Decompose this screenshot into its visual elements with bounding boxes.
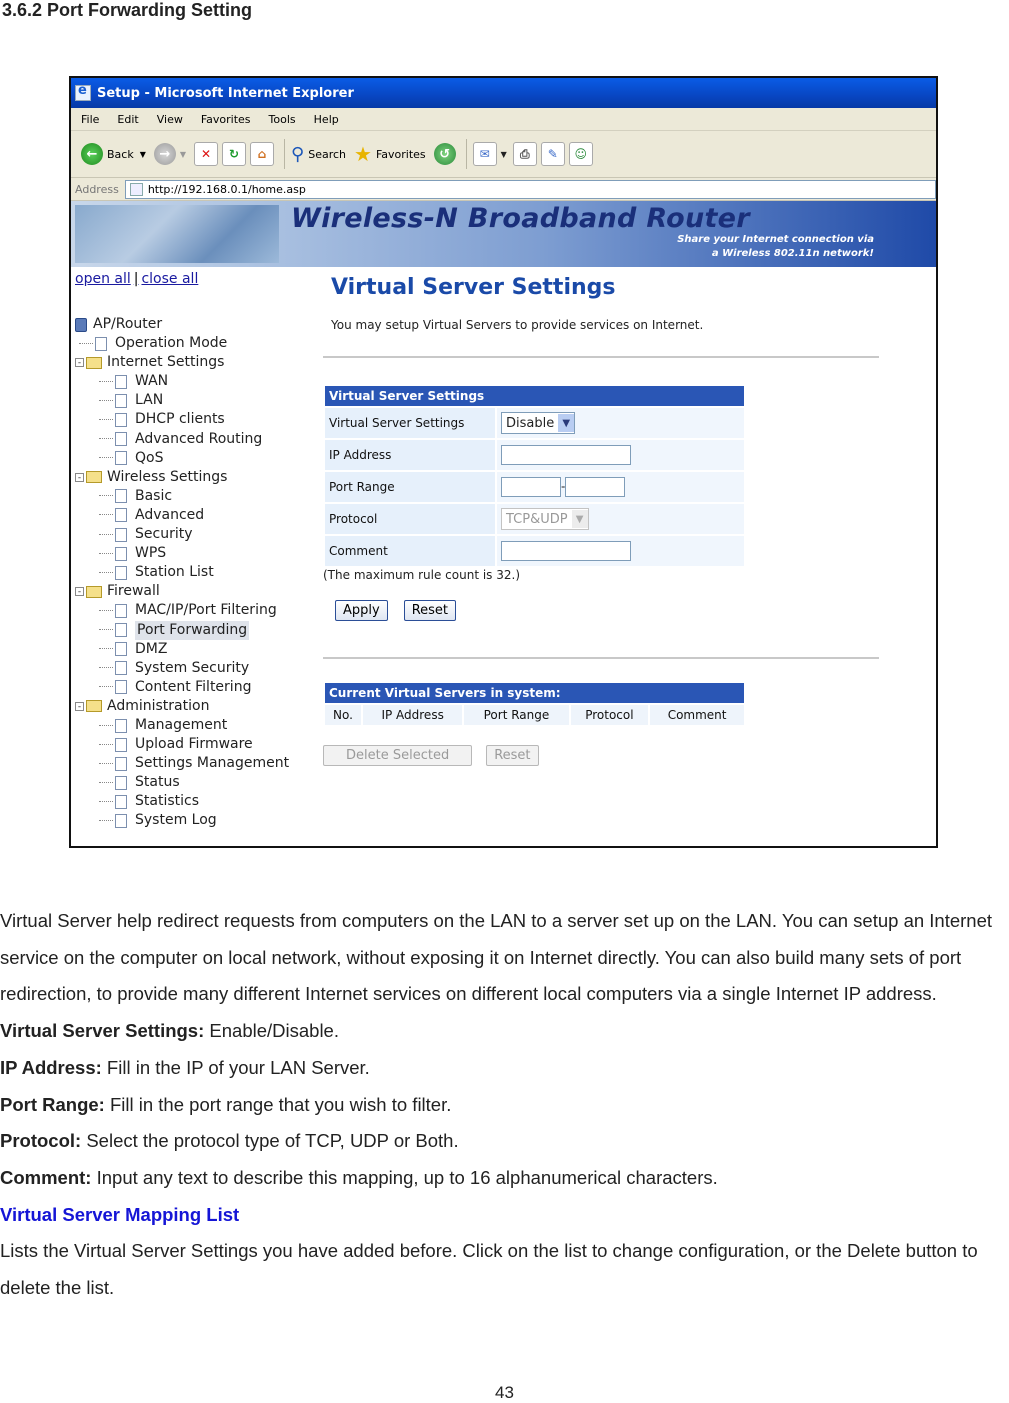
vs-settings-label: Virtual Server Settings bbox=[325, 408, 495, 438]
menu-help[interactable]: Help bbox=[313, 112, 339, 126]
menu-favorites[interactable]: Favorites bbox=[200, 112, 251, 126]
tree-wan[interactable]: WAN bbox=[75, 372, 315, 391]
divider bbox=[323, 356, 879, 358]
tree-advanced[interactable]: Advanced bbox=[75, 506, 315, 525]
column-port-range: Port Range bbox=[464, 705, 568, 725]
tree-statistics[interactable]: Statistics bbox=[75, 792, 315, 811]
back-arrow-icon: ← bbox=[81, 143, 103, 165]
navigation-tree bbox=[75, 271, 315, 831]
back-button[interactable]: ← Back ▼ bbox=[81, 143, 146, 165]
search-icon: ⚲ bbox=[291, 143, 305, 165]
tree-upload-firmware[interactable]: Upload Firmware bbox=[75, 735, 315, 754]
chevron-down-icon: ▼ bbox=[558, 414, 574, 432]
home-icon[interactable]: ⌂ bbox=[250, 142, 274, 166]
collapse-icon[interactable]: - bbox=[75, 587, 84, 596]
page-icon bbox=[115, 528, 127, 542]
page-icon bbox=[115, 489, 127, 503]
folder-icon bbox=[86, 471, 102, 483]
browser-screenshot bbox=[69, 76, 938, 848]
field-protocol: Protocol: Select the protocol type of TCP, UDP or Both. bbox=[0, 1130, 459, 1152]
page-icon bbox=[115, 508, 127, 522]
comment-label: Comment bbox=[325, 536, 495, 566]
collapse-icon[interactable]: - bbox=[75, 473, 84, 482]
field-ip-address: IP Address: Fill in the IP of your LAN Server. bbox=[0, 1056, 370, 1078]
protocol-select[interactable]: TCP&UDP ▼ bbox=[501, 508, 589, 530]
tree-station-list[interactable]: Station List bbox=[75, 563, 315, 582]
page-icon bbox=[115, 776, 127, 790]
tree-wps[interactable]: WPS bbox=[75, 544, 315, 563]
page-icon bbox=[95, 337, 107, 351]
tree-mac-ip-port-filtering[interactable]: MAC/IP/Port Filtering bbox=[75, 601, 315, 620]
folder-icon bbox=[86, 586, 102, 598]
max-rule-note: (The maximum rule count is 32.) bbox=[323, 568, 520, 582]
menu-edit[interactable]: Edit bbox=[117, 112, 139, 126]
page-icon bbox=[115, 394, 127, 408]
port-range-label: Port Range bbox=[325, 472, 495, 502]
page-icon bbox=[115, 566, 127, 580]
router-banner bbox=[71, 201, 936, 267]
tree-status[interactable]: Status bbox=[75, 773, 315, 792]
page-icon bbox=[115, 757, 127, 771]
tree-wireless-settings[interactable]: - Wireless Settings bbox=[75, 468, 315, 487]
intro-paragraph: Virtual Server help redirect requests from computers on the LAN to a server set up on the LAN. You can setup an Internet service on the computer on local network, without exposing it on Internet directly. You can also build many sets of port redirection, to provide many different Internet services on different local computers via a single Internet IP address. bbox=[0, 910, 993, 1005]
vs-settings-select[interactable]: Disable ▼ bbox=[501, 412, 575, 434]
forward-dropdown-icon: ▼ bbox=[179, 149, 187, 159]
field-virtual-server-settings: Virtual Server Settings: Enable/Disable. bbox=[0, 1020, 339, 1042]
page-icon bbox=[115, 642, 127, 656]
tree-administration[interactable]: - Administration bbox=[75, 697, 315, 716]
toolbar-separator-2 bbox=[466, 139, 467, 169]
browser-title: Setup - Microsoft Internet Explorer bbox=[97, 85, 354, 101]
page-title: Virtual Server Settings bbox=[331, 275, 616, 300]
tree-basic[interactable]: Basic bbox=[75, 487, 315, 506]
virtual-server-form bbox=[323, 384, 746, 568]
folder-icon bbox=[86, 357, 102, 369]
menu-tools[interactable]: Tools bbox=[268, 112, 296, 126]
print-icon[interactable]: ⎙ bbox=[513, 142, 537, 166]
collapse-icon[interactable]: - bbox=[75, 358, 84, 367]
body-text bbox=[0, 903, 1009, 1307]
page-icon bbox=[115, 661, 127, 675]
tree-system-log[interactable]: System Log bbox=[75, 811, 315, 830]
messenger-icon[interactable]: ☺ bbox=[569, 142, 593, 166]
virtual-server-list bbox=[323, 681, 746, 727]
apply-button[interactable]: Apply bbox=[335, 600, 388, 621]
menu-file[interactable]: File bbox=[81, 112, 100, 126]
field-comment: Comment: Input any text to describe this mapping, up to 16 alphanumerical characters. bbox=[0, 1166, 718, 1188]
tree-settings-management[interactable]: Settings Management bbox=[75, 754, 315, 773]
tree-dmz[interactable]: DMZ bbox=[75, 640, 315, 659]
address-input[interactable]: http://192.168.0.1/home.asp bbox=[125, 180, 936, 199]
page-icon bbox=[115, 680, 127, 694]
settings-content bbox=[323, 271, 883, 766]
list-reset-button[interactable]: Reset bbox=[486, 745, 538, 766]
list-buttons bbox=[323, 745, 883, 766]
tree-management[interactable]: Management bbox=[75, 716, 315, 735]
router-page bbox=[71, 201, 936, 848]
divider bbox=[323, 657, 879, 659]
chevron-down-icon: ▼ bbox=[572, 510, 588, 528]
page-icon bbox=[115, 738, 127, 752]
page-icon bbox=[115, 604, 127, 618]
tree-security[interactable]: Security bbox=[75, 525, 315, 544]
mapping-list-description: Lists the Virtual Server Settings you have added before. Click on the list to change configuration, or the Delete button to delete the list. bbox=[0, 1240, 978, 1299]
mail-icon[interactable]: ✉ bbox=[473, 142, 497, 166]
menu-view[interactable]: View bbox=[156, 112, 183, 126]
delete-selected-button[interactable]: Delete Selected bbox=[323, 745, 472, 766]
comment-input[interactable] bbox=[501, 541, 631, 561]
router-icon bbox=[75, 318, 87, 332]
tree-links: open all | close all bbox=[75, 271, 199, 287]
close-all-link[interactable]: close all bbox=[141, 271, 199, 287]
browser-toolbar bbox=[71, 131, 936, 178]
forward-button[interactable] bbox=[154, 143, 186, 165]
page-icon bbox=[115, 413, 127, 427]
tree-system-security[interactable]: System Security bbox=[75, 659, 315, 678]
port-start-input[interactable] bbox=[501, 477, 561, 497]
page-icon bbox=[115, 375, 127, 389]
list-header: Current Virtual Servers in system: bbox=[325, 683, 744, 703]
form-buttons bbox=[335, 600, 883, 621]
page-description: You may setup Virtual Servers to provide services on Internet. bbox=[331, 318, 704, 332]
port-range-separator: - bbox=[561, 479, 566, 494]
search-button[interactable]: ⚲ Search bbox=[291, 143, 347, 165]
banner-title: Wireless-N Broadband Router bbox=[291, 203, 750, 234]
column-comment: Comment bbox=[650, 705, 744, 725]
mail-dropdown-icon[interactable]: ▼ bbox=[500, 149, 507, 159]
history-icon[interactable]: ↺ bbox=[434, 143, 456, 165]
banner-photo bbox=[75, 205, 279, 263]
tree-firewall[interactable]: - Firewall bbox=[75, 582, 315, 601]
page-icon bbox=[115, 795, 127, 809]
page-icon bbox=[115, 623, 127, 637]
favorites-button[interactable]: ★ Favorites bbox=[354, 142, 426, 166]
column-ip-address: IP Address bbox=[363, 705, 462, 725]
column-protocol: Protocol bbox=[571, 705, 649, 725]
page-number: 43 bbox=[495, 1383, 514, 1402]
port-end-input[interactable] bbox=[565, 477, 625, 497]
menu-bar bbox=[71, 108, 936, 131]
tree-root[interactable]: AP/Router bbox=[75, 315, 315, 334]
tree-dhcp-clients[interactable]: DHCP clients bbox=[75, 410, 315, 429]
refresh-icon[interactable]: ↻ bbox=[222, 142, 246, 166]
tree-operation-mode[interactable]: Operation Mode bbox=[75, 334, 315, 353]
address-bar bbox=[71, 178, 936, 201]
stop-icon[interactable]: ✕ bbox=[194, 142, 218, 166]
toolbar-separator bbox=[284, 139, 285, 169]
page-icon bbox=[115, 547, 127, 561]
protocol-label: Protocol bbox=[325, 504, 495, 534]
ip-address-input[interactable] bbox=[501, 445, 631, 465]
ie-icon bbox=[75, 85, 91, 101]
folder-icon bbox=[86, 700, 102, 712]
form-header: Virtual Server Settings bbox=[325, 386, 744, 406]
tree-internet-settings[interactable]: - Internet Settings bbox=[75, 353, 315, 372]
page-icon bbox=[115, 432, 127, 446]
tree-content-filtering[interactable]: Content Filtering bbox=[75, 678, 315, 697]
banner-subtitle: Share your Internet connection via a Wireless 802.11n network! bbox=[677, 234, 874, 259]
page-icon bbox=[115, 814, 127, 828]
forward-arrow-icon: → bbox=[154, 143, 176, 165]
star-icon: ★ bbox=[354, 142, 372, 166]
open-all-link[interactable]: open all bbox=[75, 271, 131, 287]
back-dropdown-icon[interactable]: ▼ bbox=[139, 149, 146, 159]
column-no: No. bbox=[325, 705, 361, 725]
tree-port-forwarding[interactable]: Port Forwarding bbox=[75, 621, 315, 640]
collapse-icon[interactable]: - bbox=[75, 702, 84, 711]
tree-qos[interactable]: QoS bbox=[75, 449, 315, 468]
mapping-list-heading: Virtual Server Mapping List bbox=[0, 1203, 240, 1225]
tree-advanced-routing[interactable]: Advanced Routing bbox=[75, 430, 315, 449]
page-icon bbox=[115, 451, 127, 465]
field-port-range: Port Range: Fill in the port range that you wish to filter. bbox=[0, 1093, 452, 1115]
section-heading: 3.6.2 Port Forwarding Setting bbox=[2, 0, 253, 20]
edit-icon[interactable]: ✎ bbox=[541, 142, 565, 166]
page-icon bbox=[130, 183, 143, 196]
tree-lan[interactable]: LAN bbox=[75, 391, 315, 410]
reset-button[interactable]: Reset bbox=[404, 600, 456, 621]
browser-title-bar bbox=[71, 78, 936, 108]
page-icon bbox=[115, 719, 127, 733]
ip-address-label: IP Address bbox=[325, 440, 495, 470]
address-label: Address bbox=[75, 182, 119, 196]
